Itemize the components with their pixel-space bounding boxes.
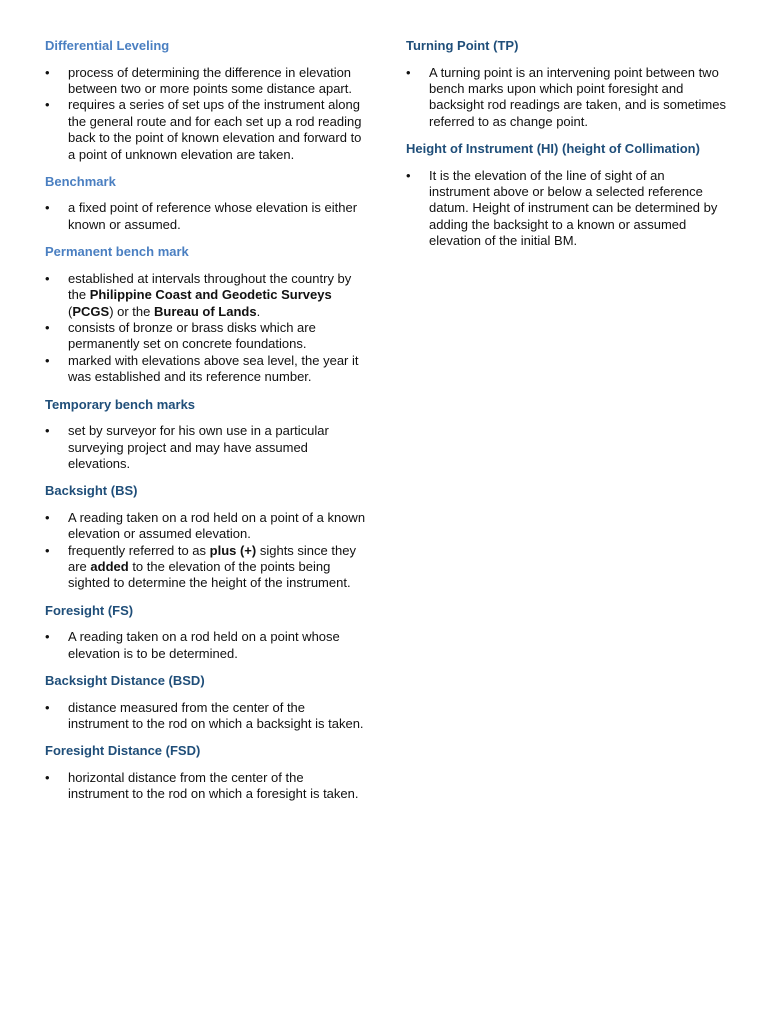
section-benchmark [45, 174, 367, 233]
bullet-list [406, 168, 728, 250]
bold-text: plus (+) [209, 542, 257, 558]
bullet-list [45, 65, 367, 163]
section-heading: Height of Instrument (HI) (height of Collimation) [406, 141, 700, 157]
bold-text: PCGS [72, 303, 110, 319]
section-heading: Temporary bench marks [45, 396, 196, 412]
text-run: . [256, 303, 261, 319]
section-heading: Foresight Distance (FSD) [45, 743, 201, 759]
section-backsight [45, 483, 367, 592]
bullet-item [45, 770, 367, 803]
section-permanent-bench-mark [45, 244, 367, 385]
bullet-list [45, 271, 367, 386]
section-heading: Backsight (BS) [45, 483, 138, 499]
text-run: ( [68, 303, 73, 319]
text-run: marked with elevations above sea level, the year it was established and its reference number. [68, 352, 359, 385]
bullet-list [45, 423, 367, 472]
section-differential-leveling [45, 38, 367, 163]
text-run: distance measured from the center of the instrument to the rod on which a backsight is taken. [68, 699, 364, 732]
bullet-item [45, 353, 367, 386]
section-turning-point [406, 38, 728, 130]
bullet-list [45, 629, 367, 662]
text-run: established at intervals throughout the country by the [68, 270, 352, 303]
section-heading: Backsight Distance (BSD) [45, 673, 205, 689]
text-run: A turning point is an intervening point between two bench marks upon which point foresight and backsight rod readings are taken, and is sometimes referred to as change point. [429, 64, 726, 129]
text-run: It is the elevation of the line of sight of an instrument above or below a selected reference datum. Height of instrument can be determined by adding the backsight to a known or assumed elevation of the initial BM. [429, 167, 718, 249]
section-height-of-instrument [406, 141, 728, 250]
bullet-item [45, 200, 367, 233]
text-run: A reading taken on a rod held on a point of a known elevation or assumed elevation. [68, 509, 366, 542]
bullet-item [45, 510, 367, 543]
bullet-item [406, 168, 728, 250]
text-run: to the elevation of the points being sighted to determine the height of the instrument. [68, 559, 351, 591]
bullet-item [45, 65, 367, 98]
text-run: A reading taken on a rod held on a point whose elevation is to be determined. [68, 629, 340, 661]
bullet-list [406, 65, 728, 131]
bullet-item [45, 423, 367, 472]
bullet-item [45, 700, 367, 733]
text-run: horizontal distance from the center of the instrument to the rod on which a foresight is taken. [68, 769, 359, 802]
section-foresight [45, 603, 367, 662]
bullet-item [45, 543, 367, 592]
section-temporary-bench-marks [45, 397, 367, 473]
section-heading: Foresight (FS) [45, 602, 134, 618]
section-heading: Benchmark [45, 173, 116, 189]
left-column [45, 38, 367, 814]
section-heading: Turning Point (TP) [406, 38, 519, 53]
bullet-item [45, 97, 367, 163]
right-column [406, 38, 728, 261]
bullet-list [45, 770, 367, 803]
bullet-item [45, 271, 367, 320]
bullet-item [406, 65, 728, 131]
bold-text: added [90, 559, 129, 575]
text-run: a fixed point of reference whose elevation is either known or assumed. [68, 200, 358, 232]
text-run: set by surveyor for his own use in a particular surveying project and may have assumed elevations. [68, 423, 329, 471]
text-run: ) or the [109, 303, 154, 319]
section-heading: Permanent bench mark [45, 244, 189, 260]
section-backsight-distance [45, 673, 367, 732]
text-run: consists of bronze or brass disks which are permanently set on concrete foundations. [68, 319, 316, 352]
bold-text: Philippine Coast and Geodetic Surveys [89, 287, 332, 303]
bold-text: Bureau of Lands [153, 303, 257, 319]
bullet-list [45, 700, 367, 733]
text-run: process of determining the difference in elevation between two or more points some distance apart. [68, 64, 352, 96]
bullet-list [45, 200, 367, 233]
section-heading: Differential Leveling [45, 38, 170, 53]
text-run: sights since they are [68, 542, 356, 575]
section-foresight-distance [45, 743, 367, 802]
bullet-item [45, 320, 367, 353]
text-run: requires a series of set ups of the instrument along the general route and for each set up a rod reading back to the point of known elevation and forward to a point of unknown elevation are taken. [68, 97, 362, 162]
bullet-item [45, 629, 367, 662]
text-run: frequently referred to as [68, 542, 210, 558]
bullet-list [45, 510, 367, 592]
